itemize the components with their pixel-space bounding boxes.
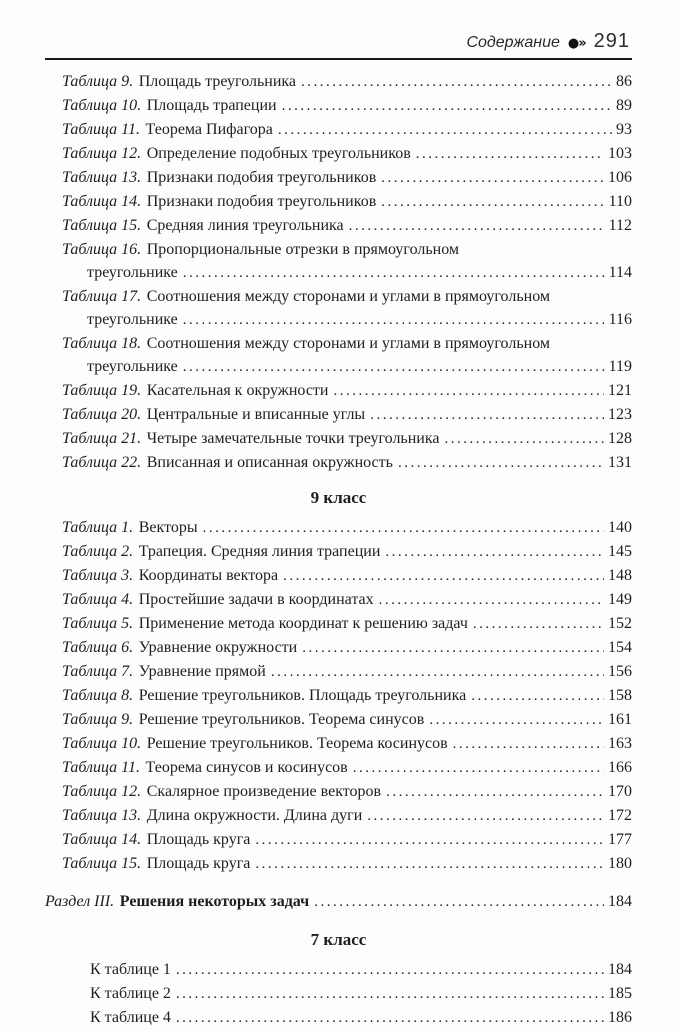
- toc-entry-title: Векторы: [138, 519, 198, 536]
- toc-entry: [45, 636, 632, 660]
- toc-entry: [45, 94, 632, 118]
- dot-leader: [367, 804, 604, 828]
- dot-leader: [271, 660, 604, 684]
- toc-entry: [45, 427, 632, 451]
- toc-entry: [45, 214, 632, 238]
- toc-entry-page-number: 170: [608, 783, 632, 800]
- toc-entry: [45, 852, 632, 876]
- dot-leader: [349, 214, 605, 238]
- toc-entry-page-number: 177: [608, 831, 632, 848]
- toc-entry-title: Решение треугольников. Теорема косинусов: [146, 735, 448, 752]
- dot-leader: [386, 780, 604, 804]
- dot-leader: [370, 403, 604, 427]
- dot-leader: [444, 427, 604, 451]
- dot-leader: [416, 142, 604, 166]
- dot-leader: [302, 636, 604, 660]
- toc-entry-page-number: 184: [608, 893, 632, 910]
- toc-entry-page-number: 114: [608, 264, 632, 281]
- toc-entry: [45, 379, 632, 403]
- toc-entry-page-number: 163: [608, 735, 632, 752]
- toc-entry-title: Признаки подобия треугольников: [146, 169, 377, 186]
- toc-entry: [45, 142, 632, 166]
- toc-entry-page-number: 123: [608, 406, 632, 423]
- toc-entry: [45, 982, 632, 1006]
- toc-entry-page-number: 86: [616, 73, 632, 90]
- toc-entry: [45, 756, 632, 780]
- toc-entry-page-number: 106: [608, 169, 632, 186]
- toc-entry: [45, 238, 632, 261]
- toc-entry-title: Решения некоторых задач: [119, 893, 310, 910]
- toc-entry-prefix: Таблица 2.: [62, 543, 134, 560]
- toc-entry-page-number: 156: [608, 663, 632, 680]
- toc-entry: [45, 332, 632, 355]
- toc-entry-title: Площадь трапеции: [146, 97, 277, 114]
- dot-leader: [353, 756, 604, 780]
- toc-entry-title: Соотношения между сторонами и углами в прямоугольном: [146, 335, 551, 352]
- dot-leader: [176, 1006, 604, 1030]
- toc-entry-page-number: 121: [608, 382, 632, 399]
- toc-entry-title: Теорема Пифагора: [145, 121, 273, 138]
- series-ornament-icon: ●»: [567, 36, 586, 51]
- toc-entry-page-number: 172: [608, 807, 632, 824]
- toc-entry-title: Решение треугольников. Теорема синусов: [138, 711, 425, 728]
- dot-leader: [278, 118, 612, 142]
- toc-entry-page-number: 89: [616, 97, 632, 114]
- toc-entry-prefix: Таблица 17.: [62, 288, 142, 305]
- toc-entry-title: Площадь круга: [146, 831, 251, 848]
- toc-entry-title: Уравнение прямой: [138, 663, 266, 680]
- dot-leader: [183, 355, 605, 379]
- toc-entry-prefix: Таблица 3.: [62, 567, 134, 584]
- toc-entry-prefix: Таблица 7.: [62, 663, 134, 680]
- toc-entry-prefix: Таблица 12.: [62, 783, 142, 800]
- toc-entry: [45, 660, 632, 684]
- toc-entry-page-number: 154: [608, 639, 632, 656]
- toc-entry-title: Уравнение окружности: [138, 639, 298, 656]
- toc-entry-title: К таблице 4: [90, 1009, 171, 1026]
- toc-entry-page-number: 93: [616, 121, 632, 138]
- toc-entry-continuation: [45, 261, 632, 285]
- toc-entry-prefix: Таблица 11.: [62, 759, 140, 776]
- toc-entry-page-number: 110: [608, 193, 632, 210]
- toc-entry-title: Скалярное произведение векторов: [146, 783, 382, 800]
- toc-entry-prefix: Таблица 1.: [62, 519, 134, 536]
- toc-entry-prefix: Таблица 16.: [62, 241, 142, 258]
- toc-entry-prefix: Таблица 13.: [62, 807, 142, 824]
- running-header: [45, 30, 632, 53]
- toc-entry: [45, 516, 632, 540]
- toc-entry: [45, 804, 632, 828]
- toc-entry-page-number: 112: [608, 217, 632, 234]
- toc-entry-prefix: Таблица 15.: [62, 855, 142, 872]
- toc-entry: [45, 1006, 632, 1030]
- dot-leader: [379, 588, 604, 612]
- toc-entry: [45, 890, 632, 914]
- toc-entry-page-number: 158: [608, 687, 632, 704]
- dot-leader: [282, 94, 612, 118]
- toc-entry-prefix: Таблица 5.: [62, 615, 134, 632]
- toc-entry: [45, 285, 632, 308]
- dot-leader: [381, 166, 604, 190]
- toc-entry-prefix: Таблица 20.: [62, 406, 142, 423]
- toc-entry-prefix: Таблица 9.: [62, 711, 134, 728]
- toc-entry-page-number: 186: [608, 1009, 632, 1026]
- dot-leader: [183, 308, 605, 332]
- toc-entry-page-number: 103: [608, 145, 632, 162]
- dot-leader: [385, 540, 604, 564]
- toc-entry: [45, 612, 632, 636]
- toc-entry-page-number: 152: [608, 615, 632, 632]
- toc-entry-title: Решение треугольников. Площадь треугольника: [138, 687, 467, 704]
- toc-entry-prefix: Таблица 18.: [62, 335, 142, 352]
- toc-entry: [45, 684, 632, 708]
- toc-entry-title: К таблице 1: [90, 961, 171, 978]
- toc-entry: [45, 70, 632, 94]
- dot-leader: [176, 958, 604, 982]
- toc-entry: [45, 166, 632, 190]
- toc-entry-title: Пропорциональные отрезки в прямоугольном: [146, 241, 460, 258]
- toc-entry-title: Площадь треугольника: [138, 73, 297, 90]
- toc-entry-prefix: Таблица 10.: [62, 97, 142, 114]
- toc-entry-page-number: 149: [608, 591, 632, 608]
- folio-page-number: 291: [593, 30, 630, 52]
- toc-entry-prefix: Таблица 9.: [62, 73, 134, 90]
- toc-entry-page-number: 161: [608, 711, 632, 728]
- toc-entry-prefix: Таблица 8.: [62, 687, 134, 704]
- toc-entry-continuation-text: треугольнике: [87, 311, 178, 328]
- toc-entry-page-number: 140: [608, 519, 632, 536]
- toc-entry-title: Центральные и вписанные углы: [146, 406, 366, 423]
- toc-entry-title: Координаты вектора: [138, 567, 279, 584]
- dot-leader: [471, 684, 604, 708]
- dot-leader: [183, 261, 605, 285]
- toc-entry-title: Средняя линия треугольника: [146, 217, 344, 234]
- toc-entry-page-number: 180: [608, 855, 632, 872]
- toc-entry-continuation: [45, 355, 632, 379]
- running-title: Содержание: [466, 34, 560, 51]
- toc-entry-prefix: Таблица 22.: [62, 454, 142, 471]
- toc-entry-prefix: Таблица 21.: [62, 430, 142, 447]
- dot-leader: [333, 379, 604, 403]
- toc-entry: [45, 958, 632, 982]
- toc-entry-prefix: Таблица 6.: [62, 639, 134, 656]
- toc-entry: [45, 588, 632, 612]
- toc-entry: [45, 828, 632, 852]
- toc-entry-title: Четыре замечательные точки треугольника: [146, 430, 440, 447]
- section-heading: 9 класс: [310, 488, 367, 507]
- toc-entry-title: Площадь круга: [146, 855, 251, 872]
- toc-entry-title: Длина окружности. Длина дуги: [146, 807, 363, 824]
- toc-entry: [45, 564, 632, 588]
- toc-entry-title: Касательная к окружности: [146, 382, 329, 399]
- toc-entry-title: Вписанная и описанная окружность: [146, 454, 393, 471]
- dot-leader: [176, 982, 604, 1006]
- section-heading: 7 класс: [310, 930, 367, 949]
- toc-entry: [45, 451, 632, 475]
- toc-entry-prefix: Таблица 11.: [62, 121, 140, 138]
- toc-entry-page-number: 119: [608, 358, 632, 375]
- toc-entry-page-number: 166: [608, 759, 632, 776]
- toc-entry-title: Определение подобных треугольников: [146, 145, 411, 162]
- toc-entry-prefix: Таблица 19.: [62, 382, 142, 399]
- toc-entry-page-number: 148: [608, 567, 632, 584]
- header-rule: [45, 58, 632, 60]
- dot-leader: [473, 612, 604, 636]
- dot-leader: [314, 890, 604, 914]
- dot-leader: [283, 564, 604, 588]
- toc-entry-title: Соотношения между сторонами и углами в прямоугольном: [146, 288, 551, 305]
- toc-entry: [45, 190, 632, 214]
- dot-leader: [453, 732, 604, 756]
- toc-entry: [45, 540, 632, 564]
- toc-entry-title: К таблице 2: [90, 985, 171, 1002]
- toc-entry: [45, 118, 632, 142]
- toc-entry-page-number: 184: [608, 961, 632, 978]
- toc-entry-page-number: 145: [608, 543, 632, 560]
- toc-entry: [45, 732, 632, 756]
- toc-list: [45, 70, 632, 1030]
- toc-entry-prefix: Таблица 15.: [62, 217, 142, 234]
- toc-entry-prefix: Таблица 14.: [62, 831, 142, 848]
- toc-entry-page-number: 128: [608, 430, 632, 447]
- toc-entry-prefix: Раздел III.: [45, 893, 115, 910]
- toc-entry-prefix: Таблица 4.: [62, 591, 134, 608]
- dot-leader: [429, 708, 604, 732]
- dot-leader: [381, 190, 604, 214]
- toc-entry-prefix: Таблица 10.: [62, 735, 142, 752]
- dot-leader: [301, 70, 612, 94]
- toc-entry-continuation-text: треугольнике: [87, 358, 178, 375]
- toc-entry-title: Трапеция. Средняя линия трапеции: [138, 543, 381, 560]
- toc-entry-prefix: Таблица 14.: [62, 193, 142, 210]
- toc-entry-page-number: 131: [608, 454, 632, 471]
- dot-leader: [203, 516, 604, 540]
- toc-entry: [45, 708, 632, 732]
- toc-entry-prefix: Таблица 12.: [62, 145, 142, 162]
- toc-entry: [45, 780, 632, 804]
- toc-entry-title: Простейшие задачи в координатах: [138, 591, 374, 608]
- toc-entry-page-number: 116: [608, 311, 632, 328]
- toc-entry-continuation-text: треугольнике: [87, 264, 178, 281]
- toc-entry-prefix: Таблица 13.: [62, 169, 142, 186]
- dot-leader: [398, 451, 604, 475]
- toc-entry-continuation: [45, 308, 632, 332]
- toc-entry: [45, 403, 632, 427]
- toc-entry-title: Теорема синусов и косинусов: [145, 759, 348, 776]
- toc-entry-page-number: 185: [608, 985, 632, 1002]
- toc-entry-title: Применение метода координат к решению задач: [138, 615, 468, 632]
- dot-leader: [255, 852, 604, 876]
- dot-leader: [255, 828, 604, 852]
- toc-entry-title: Признаки подобия треугольников: [146, 193, 377, 210]
